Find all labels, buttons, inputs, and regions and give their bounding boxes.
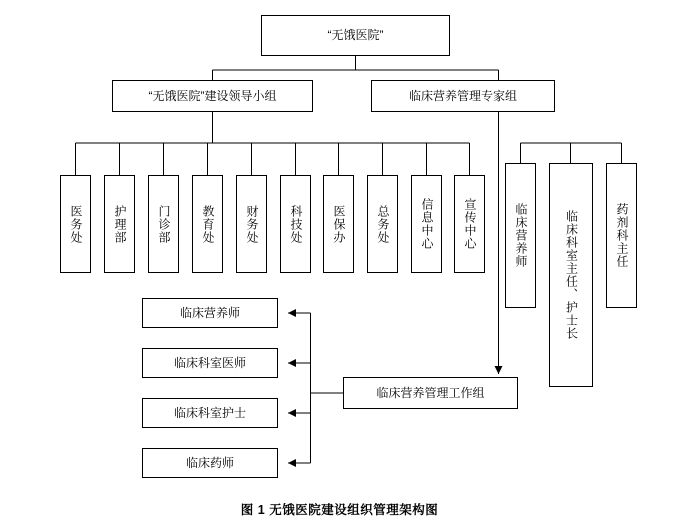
node-dept-xinxizhongxin-label: 信息中心 [420,198,434,250]
node-dept-xinxizhongxin [411,175,442,273]
node-workgroup-label: 临床营养管理工作组 [376,385,485,400]
node-dept-yiwuchu [60,175,91,273]
node-clinical-dietitian-label: 临床营养师 [514,203,528,268]
node-dept-jiaoyuchu [192,175,223,273]
node-member-doctor-label: 临床科室医师 [173,355,246,370]
node-dept-hulibu-label: 护理部 [113,204,127,244]
node-pharmacy-director [606,163,637,308]
node-expert-group-label: 临床营养管理专家组 [408,88,517,103]
node-pharmacy-director-label: 药剂科主任 [615,203,629,268]
node-clinical-dietitian [505,163,536,308]
node-member-pharmacist [142,448,278,478]
node-dept-kejichu [280,175,311,273]
node-dept-hulibu [104,175,135,273]
node-root-label: “无饿医院” [327,28,384,42]
node-dept-caiwuchu-label: 财务处 [245,204,259,244]
node-member-dietitian [142,298,278,328]
node-dept-zongwuchu [367,175,398,273]
node-dept-menzhenbu [148,175,179,273]
node-member-nurse-label: 临床科室护士 [173,405,246,420]
node-leadership-group-label: “无饿医院”建设领导小组 [148,88,277,103]
node-dept-jiaoyuchu-label: 教育处 [201,204,215,244]
node-workgroup [343,377,518,409]
node-member-nurse [142,398,278,428]
node-dept-head-nurse-label: 临床科室主任、护士长 [564,210,579,340]
node-dept-menzhenbu-label: 门诊部 [157,204,171,244]
node-root [261,15,450,56]
node-dept-yibaoban-label: 医保办 [332,204,346,244]
node-dept-kejichu-label: 科技处 [289,204,303,244]
node-dept-xuanchuanzhongxin [454,175,485,273]
node-dept-yiwuchu-label: 医务处 [69,204,83,244]
node-member-doctor [142,348,278,378]
node-member-pharmacist-label: 临床药师 [185,455,234,470]
node-dept-caiwuchu [236,175,267,273]
node-member-dietitian-label: 临床营养师 [179,305,240,320]
node-dept-xuanchuanzhongxin-label: 宣传中心 [463,198,477,250]
figure-caption: 图 1 无饿医院建设组织管理架构图 [240,503,439,517]
node-dept-zongwuchu-label: 总务处 [376,204,390,244]
node-dept-head-nurse [549,163,593,387]
node-expert-group [371,80,555,112]
node-dept-yibaoban [323,175,354,273]
node-leadership-group [112,80,313,112]
